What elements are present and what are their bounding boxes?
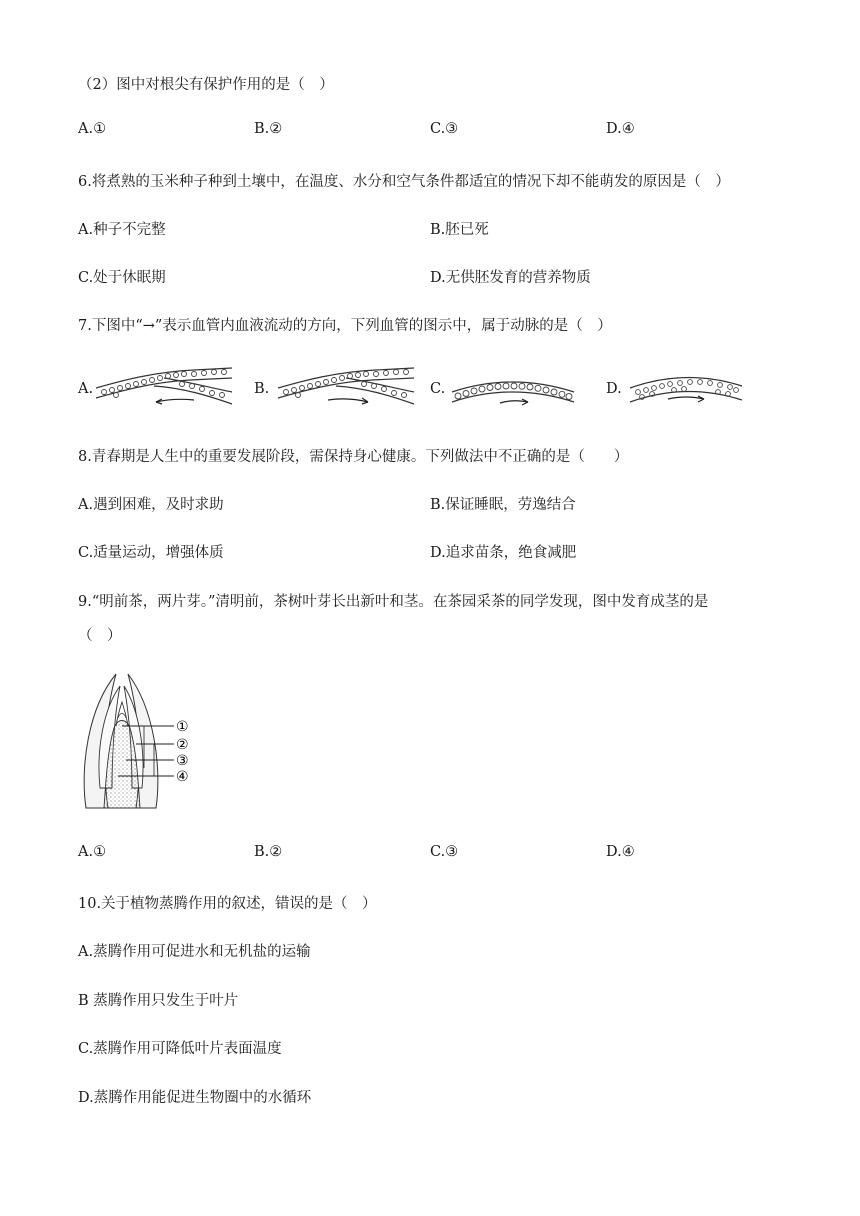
q9-option-c: C.③	[430, 844, 459, 860]
q10-option-c: C.蒸腾作用可降低叶片表面温度	[78, 1041, 282, 1057]
q6-option-c: C.处于休眠期	[78, 270, 166, 286]
question-9-stem: 9.“明前茶，两片芽。”清明前，茶树叶芽长出新叶和茎。在茶园采茶的同学发现，图中发育成茎的是	[78, 594, 709, 610]
q9-option-b: B.②	[254, 844, 283, 860]
q6-option-d: D.无供胚发育的营养物质	[430, 270, 591, 286]
q8-option-b: B.保证睡眠，劳逸结合	[430, 497, 576, 513]
q10-option-b: B 蒸腾作用只发生于叶片	[78, 993, 239, 1009]
question-7-stem: 7.下图中“→”表示血管内血液流动的方向，下列血管的图示中，属于动脉的是（ ）	[78, 318, 612, 334]
question-5-2-stem: （2）图中对根尖有保护作用的是（ ）	[78, 77, 334, 93]
q6-option-b: B.胚已死	[430, 222, 489, 238]
leaf-bud-diagram	[74, 668, 204, 814]
capillary-single-file-icon	[450, 370, 576, 406]
q8-option-d: D.追求苗条，绝食减肥	[430, 545, 577, 561]
question-6-stem: 6.将煮熟的玉米种子种到土壤中，在温度、水分和空气条件都适宜的情况下却不能萌发的原因是（ ）	[78, 174, 730, 190]
q7-option-a: A.	[78, 381, 94, 397]
question-10-stem: 10.关于植物蒸腾作用的叙述，错误的是（ ）	[78, 896, 377, 912]
question-9-stem-cont: （ ）	[78, 628, 122, 644]
q5-2-option-d: D.④	[606, 121, 635, 137]
bud-label-3: ③	[176, 753, 189, 769]
q7-option-c: C.	[430, 381, 446, 397]
q9-option-d: D.④	[606, 844, 635, 860]
question-8-stem: 8.青春期是人生中的重要发展阶段，需保持身心健康。下列做法中不正确的是（ ）	[78, 449, 629, 465]
q7-option-d: D.	[606, 381, 622, 397]
q9-option-a: A.①	[78, 844, 107, 860]
q6-option-a: A.种子不完整	[78, 222, 166, 238]
q5-2-option-a: A.①	[78, 121, 107, 137]
q8-option-c: C.适量运动，增强体质	[78, 545, 224, 561]
bud-label-2: ②	[176, 737, 189, 753]
vessel-single-icon	[628, 368, 744, 408]
q10-option-d: D.蒸腾作用能促进生物圈中的水循环	[78, 1090, 312, 1106]
vessel-branching-splitting-icon	[276, 364, 416, 408]
q5-2-option-b: B.②	[254, 121, 283, 137]
q10-option-a: A.蒸腾作用可促进水和无机盐的运输	[78, 944, 311, 960]
q5-2-option-c: C.③	[430, 121, 459, 137]
bud-label-1: ①	[176, 719, 189, 735]
bud-label-4: ④	[176, 769, 189, 785]
vessel-branching-merging-icon	[94, 364, 234, 408]
q8-option-a: A.遇到困难，及时求助	[78, 497, 224, 513]
q7-option-b: B.	[254, 381, 270, 397]
